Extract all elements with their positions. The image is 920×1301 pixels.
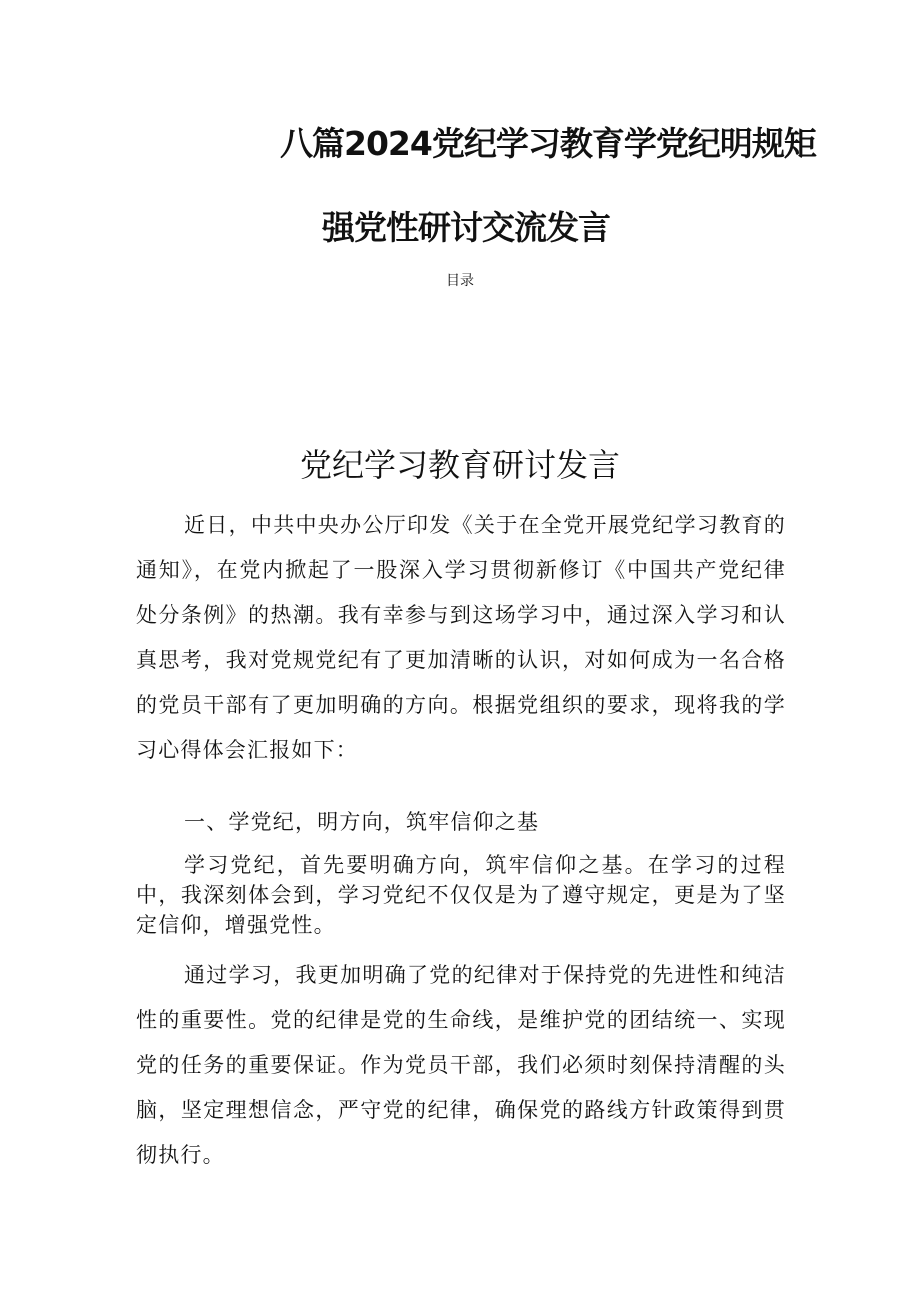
table-of-contents-label: 目录 xyxy=(446,273,474,289)
document-title-line-1: 八篇2024党纪学习教育学党纪明规矩 xyxy=(280,124,816,163)
body-paragraph-intro: 近日，中共中央办公厅印发《关于在全党开展党纪学习教育的通知》，在党内掀起了一股深入学习贯彻新修订《中国共产党纪律处分条例》的热潮。我有幸参与到这场学习中，通过深入学习和认真思考，我对党规党纪有了更加清晰的认识，对如何成为一名合格的党员干部有了更加明确的方向。根据党组织的要求，现将我的学习心得体会汇报如下： xyxy=(136,513,786,762)
section-title: 党纪学习教育研讨发言 xyxy=(299,446,620,484)
document-title-line-2: 强党性研讨交流发言 xyxy=(322,208,610,247)
body-paragraph-2: 学习党纪，首先要明确方向，筑牢信仰之基。在学习的过程中，我深刻体会到，学习党纪不仅仅是为了遵守规定，更是为了坚定信仰，增强党性。 xyxy=(136,853,786,937)
section-heading-1: 一、学党纪，明方向，筑牢信仰之基 xyxy=(184,810,540,834)
body-paragraph-3: 通过学习，我更加明确了党的纪律对于保持党的先进性和纯洁性的重要性。党的纪律是党的生命线，是维护党的团结统一、实现党的任务的重要保证。作为党员干部，我们必须时刻保持清醒的头脑，坚定理想信念，严守党的纪律，确保党的路线方针政策得到贯彻执行。 xyxy=(136,963,786,1167)
